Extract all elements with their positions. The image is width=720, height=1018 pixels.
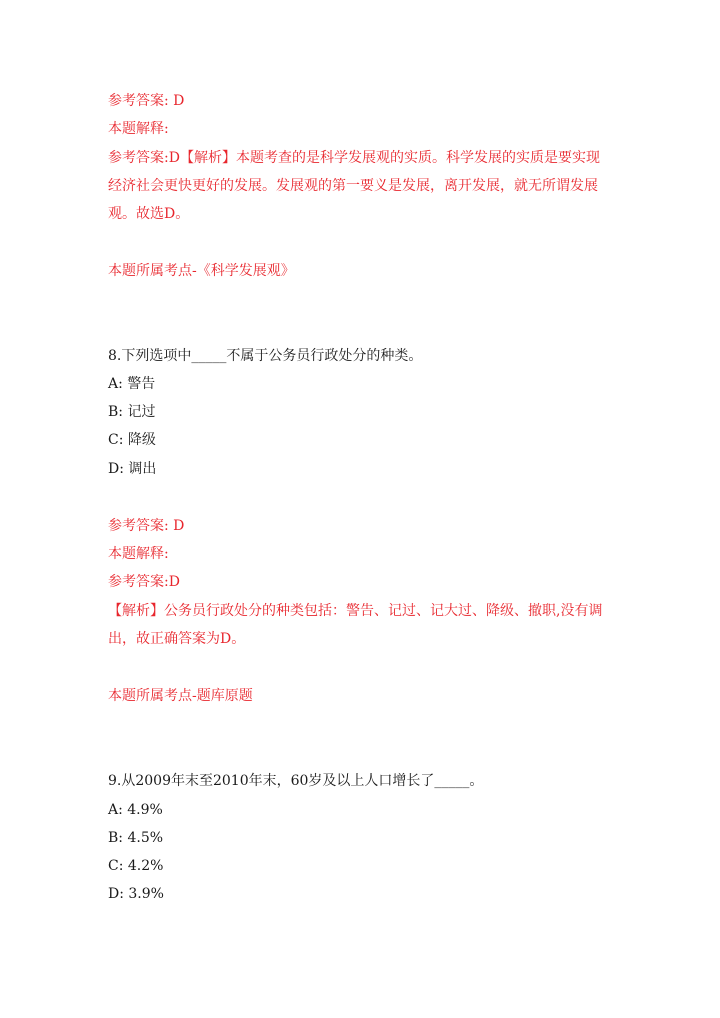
q7-explain-label: 本题解释: [108,121,169,137]
q7-explain-text: 参考答案:D【解析】本题考查的是科学发展观的实质。科学发展的实质是要实现经济社会更快更好的发展。发展观的第一要义是发展，离开发展，就无所谓发展观。故选D。 [108,150,600,222]
q8-answer: 参考答案: D [108,518,185,534]
q7-topic: 本题所属考点-《科学发展观》 [108,263,295,279]
q8-question: 8.下列选项中_____不属于公务员行政处分的种类。 [108,348,423,364]
q9-option-d: D: 3.9% [108,886,164,902]
q8-explain-text: 【解析】公务员行政处分的种类包括：警告、记过、记大过、降级、撤职,没有调出，故正确答案为D。 [108,603,603,647]
q8-explain-label: 本题解释: [108,546,169,562]
q9-question: 9.从2009年末至2010年末，60岁及以上人口增长了_____。 [108,773,484,789]
q8-option-d: D: 调出 [108,461,157,477]
q9-option-c: C: 4.2% [108,858,164,874]
q8-answer-2: 参考答案:D [108,574,180,590]
q8-option-b: B: 记过 [108,404,156,420]
q8-option-c: C: 降级 [108,432,156,448]
q9-option-b: B: 4.5% [108,830,164,846]
q7-answer: 参考答案: D [108,93,185,109]
q8-topic: 本题所属考点-题库原题 [108,688,253,704]
q8-option-a: A: 警告 [108,376,156,392]
q9-option-a: A: 4.9% [108,802,163,818]
